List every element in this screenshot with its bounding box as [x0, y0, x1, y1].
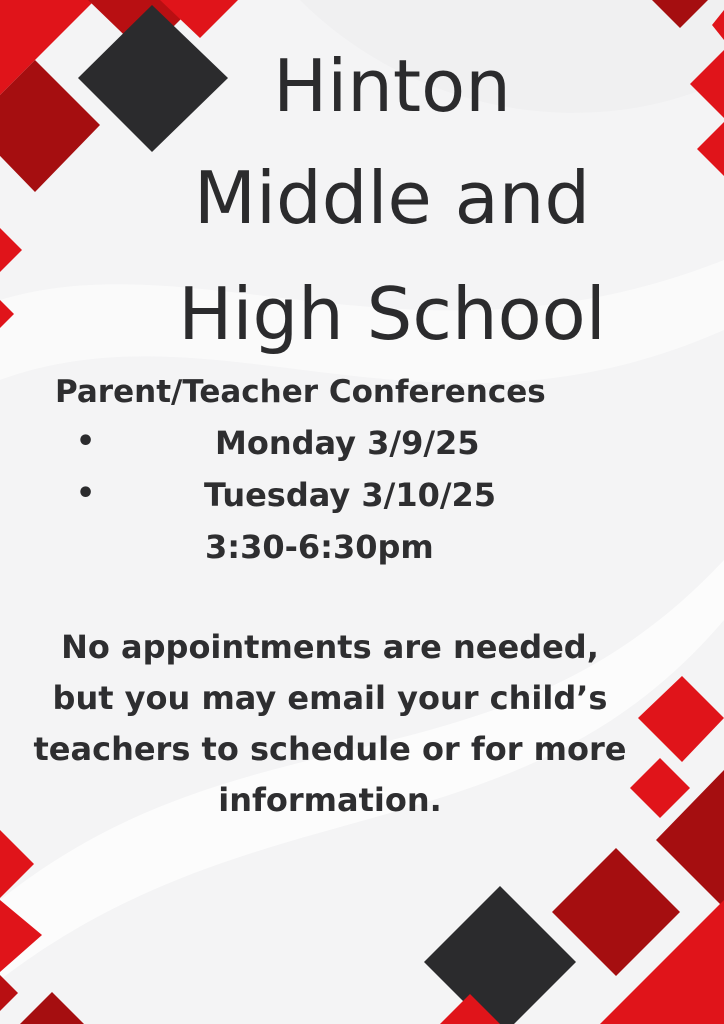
conferences-heading: Parent/Teacher Conferences — [55, 374, 546, 410]
appointment-note: No appointments are needed, but you may email your child’s teachers to schedule or for more information. — [33, 628, 627, 819]
bullet-icon: • — [76, 476, 96, 511]
title-line-1: Hinton — [273, 44, 511, 128]
title-line-3: High School — [178, 272, 606, 356]
date-tuesday: Tuesday 3/10/25 — [204, 476, 497, 514]
title-line-2: Middle and — [193, 156, 591, 240]
bullet-icon: • — [76, 424, 96, 459]
conference-time: 3:30-6:30pm — [205, 528, 434, 566]
date-monday: Monday 3/9/25 — [215, 424, 480, 462]
